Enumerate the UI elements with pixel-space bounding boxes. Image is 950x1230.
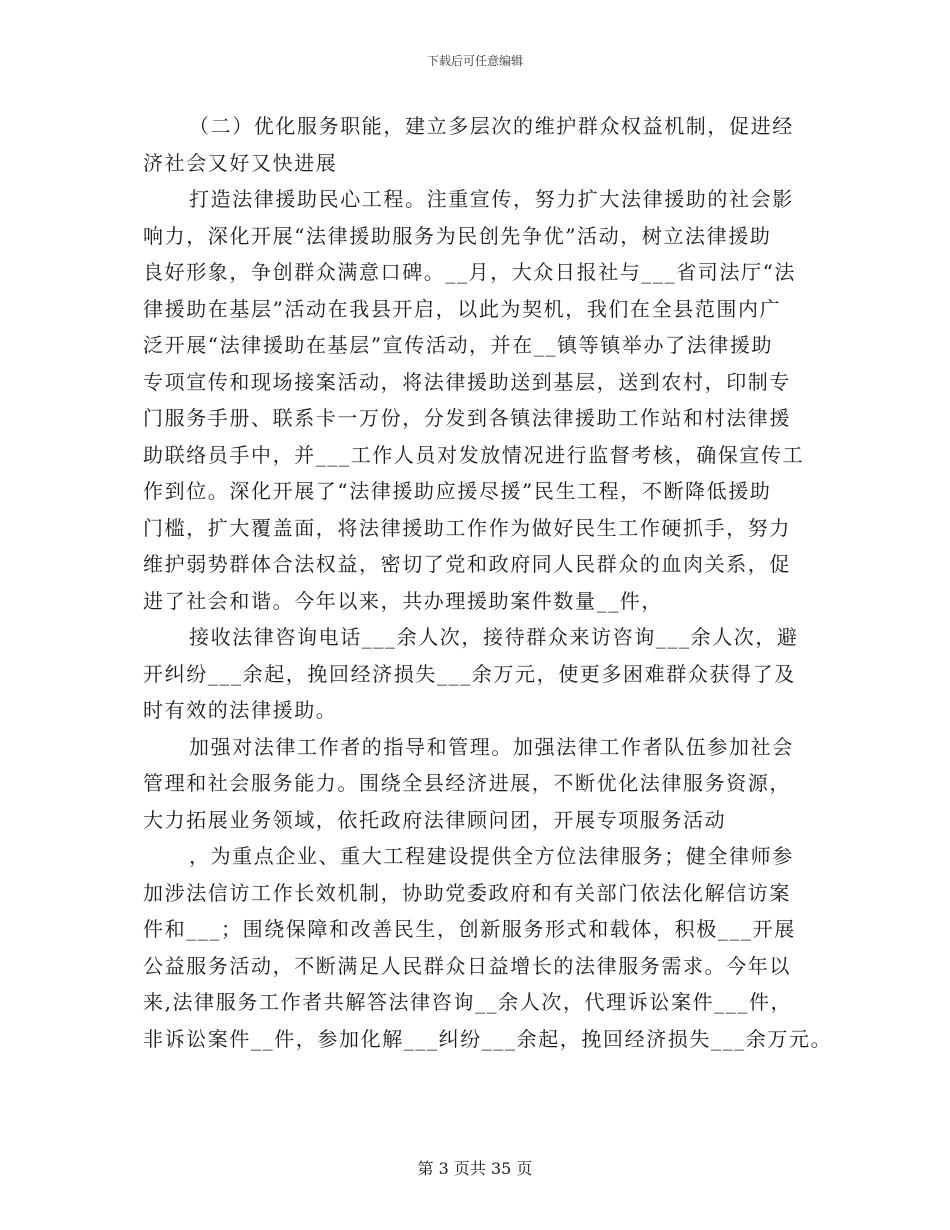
- document-body: [143, 108, 833, 1057]
- text-line: （二）优化服务职能，建立多层次的维护群众权益机制，促进经: [189, 114, 794, 138]
- text-line: ，为重点企业、重大工程建设提供全方位法律服务；健全律师参: [189, 844, 794, 868]
- text-line: 良好形象，争创群众满意口碑。__月，大众日报社与___省司法厅“法: [143, 260, 797, 284]
- text-line: 大力拓展业务领域，依托政府法律顾问团，开展专项服务活动: [143, 807, 727, 832]
- page-header: 下载后可任意编辑: [426, 54, 523, 68]
- text-line: 公益服务活动，不断满足人民群众日益增长的法律服务需求。今年以: [143, 953, 791, 978]
- text-line: 维护弱势群体合法权益，密切了党和政府同人民群众的血肉关系，促: [143, 552, 791, 576]
- text-line: 开纠纷___余起，挽回经济损失___余万元，使更多困难群众获得了及: [143, 661, 796, 686]
- text-line: 律援助在基层”活动在我县开启，以此为契机，我们在全县范围内广: [143, 296, 782, 321]
- text-line: 泛开展“法律援助在基层”宣传活动，并在__镇等镇举办了法律援助: [143, 333, 774, 357]
- text-line: 作到位。深化开展了“法律援助应援尽援”民生工程，不断降低援助: [143, 479, 772, 503]
- text-line: 加涉法信访工作长效机制，协助党委政府和有关部门依法化解信访案: [143, 880, 791, 905]
- text-line: 时有效的法律援助。: [143, 698, 338, 722]
- text-line: 门服务手册、联系卡一万份，分发到各镇法律援助工作站和村法律援: [143, 406, 791, 430]
- text-line: 加强对法律工作者的指导和管理。加强法律工作者队伍参加社会: [189, 734, 794, 759]
- text-line: 件和___；围绕保障和改善民生，创新服务形式和载体，积极___开展: [143, 917, 796, 941]
- text-line: 响力，深化开展“法律援助服务为民创先争优”活动，树立法律援助: [143, 223, 772, 248]
- page-footer: 第 3 页共 35 页: [417, 1159, 533, 1178]
- text-line: 门槛，扩大覆盖面，将法律援助工作作为做好民生工作硬抓手，努力: [143, 515, 791, 540]
- text-line: 来,法律服务工作者共解答法律咨询__余人次，代理诉讼案件___件，: [143, 990, 793, 1014]
- text-line: 进了社会和谐。今年以来，共办理援助案件数量__件，: [143, 588, 663, 613]
- text-line: 接收法律咨询电话___余人次，接待群众来访咨询___余人次，避: [189, 625, 799, 649]
- text-line: 管理和社会服务能力。围绕全县经济进展，不断优化法律服务资源，: [143, 771, 791, 795]
- text-line: 打造法律援助民心工程。注重宣传，努力扩大法律援助的社会影: [189, 187, 794, 211]
- text-line: 助联络员手中，并___工作人员对发放情况进行监督考核，确保宣传工: [143, 442, 805, 467]
- text-line: 济社会又好又快进展: [143, 150, 338, 175]
- text-line: 专项宣传和现场接案活动，将法律援助送到基层，送到农村，印制专: [143, 369, 791, 394]
- text-line: 非诉讼案件__件，参加化解___纠纷___余起，挽回经济损失___余万元。: [143, 1026, 833, 1051]
